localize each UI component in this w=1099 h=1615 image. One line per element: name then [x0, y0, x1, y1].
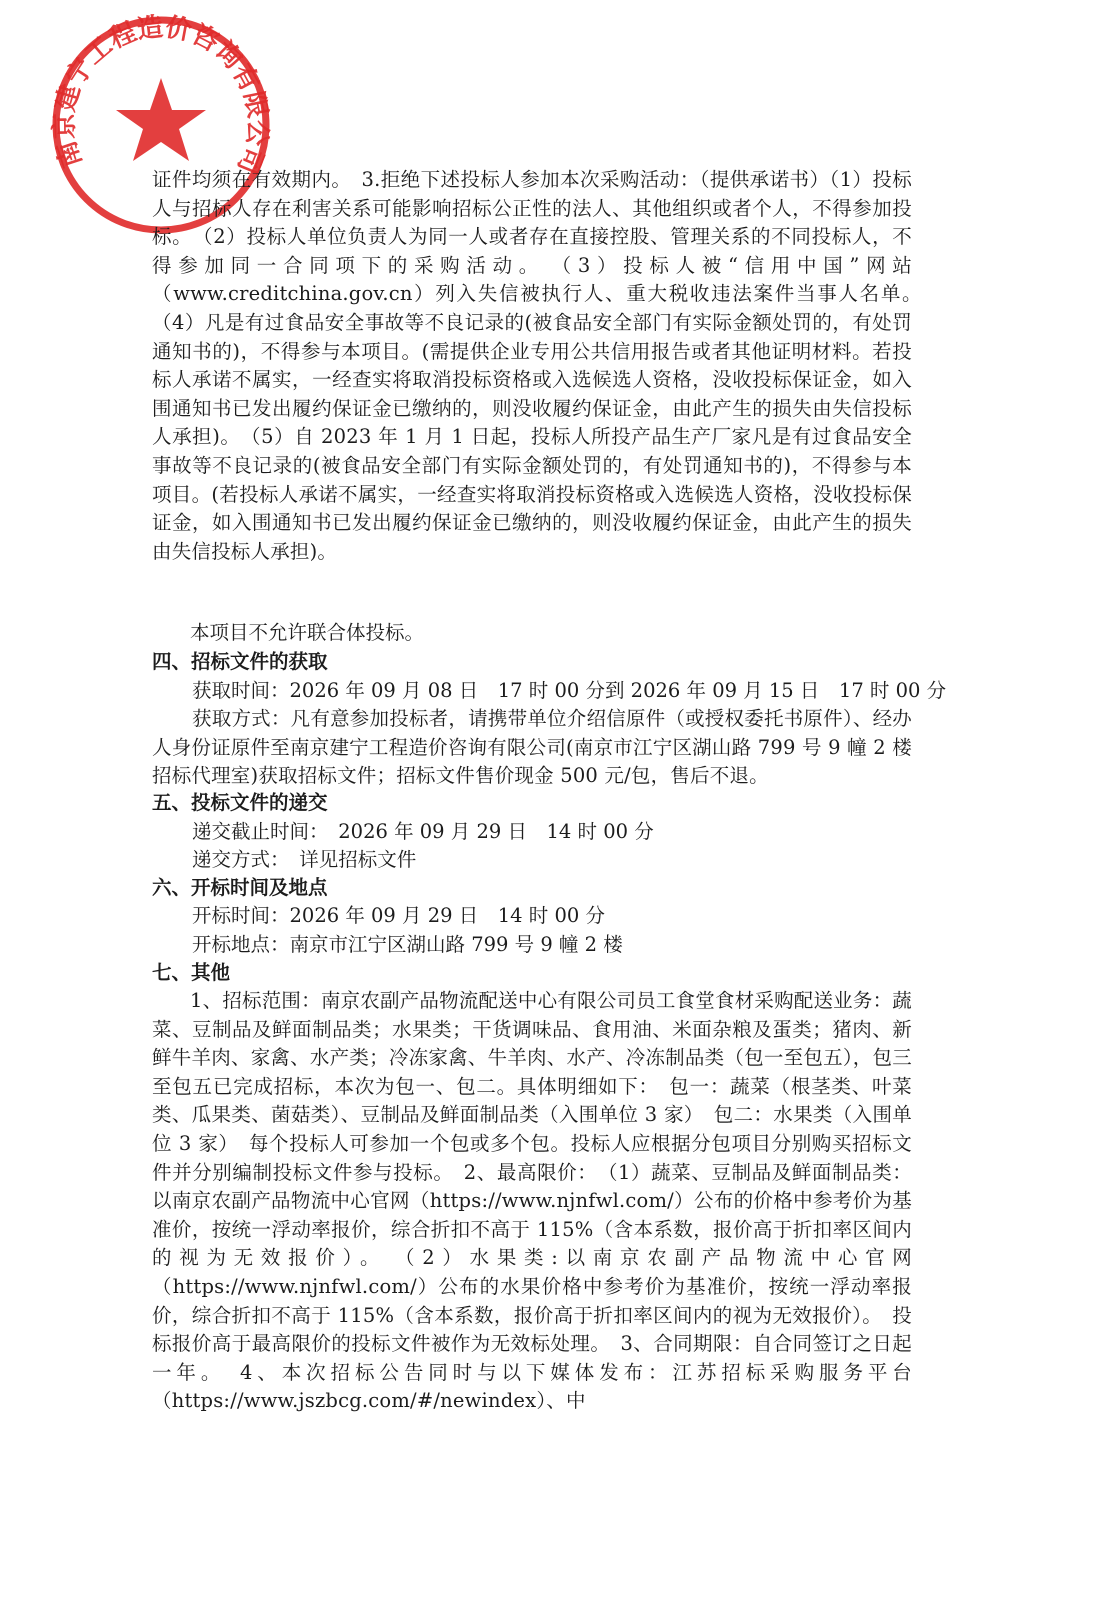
other-info-body: 1、招标范围：南京农副产品物流配送中心有限公司员工食堂食材采购配送业务：蔬菜、豆制品及鲜面制品类；水果类；干货调味品、食用油、米面杂粮及蛋类；猪肉、新鲜牛羊肉、家禽、水产类；冷冻家禽、牛羊肉、水产、冷冻制品类（包一至包五），包三至包五已完成招标，本次为包一、包二。具体明细如下： 包一：蔬菜（根茎类、叶菜类、瓜果类、菌菇类）、豆制品及鲜面制品类（入围单位 3 家） 包二：水果类（入围单位 3 家） 每个投标人可参加一个包或多个包。投标人应根据分包项目分别购买招标文件并分别编制投标文件参与投标。 2、最高限价： （1）蔬菜、豆制品及鲜面制品类：以南京农副产品物流中心官网（https://www.njnfwl.com/）公布的价格中参考价为基准价，按统一浮动率报价，综合折扣不高于 115%（含本系数，报价高于折扣率区间内的视为无效报价）。 （2）水果类:以南京农副产品物流中心官网（https://www.njnfwl.com/）公布的水果价格中参考价为基准价，按统一浮动率报价，综合折扣不高于 115%（含本系数，报价高于折扣率区间内的视为无效报价）。 投标报价高于最高限价的投标文件被作为无效标处理。 3、合同期限：自合同签订之日起一年。 4、本次招标公告同时与以下媒体发布：江苏招标采购服务平台（https://www.jszbcg.com/#/newindex）、中 [152, 989, 912, 1413]
opening-time: 开标时间：2026 年 09 月 29 日 14 时 00 分 [192, 904, 605, 927]
acquisition-time: 获取时间：2026 年 09 月 08 日 17 时 00 分到 2026 年 09 月 15 日 17 时 00 分 [192, 679, 947, 702]
eligibility-paragraph: 证件均须在有效期内。 3.拒绝下述投标人参加本次采购活动：（提供承诺书）（1）投标人与招标人存在利害关系可能影响招标公正性的法人、其他组织或者个人，不得参加投标。 （2）投标人单位负责人为同一人或者存在直接控股、管理关系的不同投标人，不得参加同一合同项下的采购活动。 （3）投标人被“信用中国”网站（www.creditchina.gov.cn）列入失信被执行人、重大税收违法案件当事人名单。 （4）凡是有过食品安全事故等不良记录的(被食品安全部门有实际金额处罚的，有处罚通知书的)，不得参与本项目。(需提供企业专用公共信用报告或者其他证明材料。若投标人承诺不属实，一经查实将取消投标资格或入选候选人资格，没收投标保证金，如入围通知书已发出履约保证金已缴纳的，则没收履约保证金，由此产生的损失由失信投标人承担)。 （5）自 2023 年 1 月 1 日起，投标人所投产品生产厂家凡是有过食品安全事故等不良记录的(被食品安全部门有实际金额处罚的，有处罚通知书的)，不得参与本项目。(若投标人承诺不属实，一经查实将取消投标资格或入选候选人资格，没收投标保证金，如入围通知书已发出履约保证金已缴纳的，则没收履约保证金，由此产生的损失由失信投标人承担)。 [152, 168, 932, 563]
submission-method: 递交方式： 详见招标文件 [192, 848, 417, 871]
acquisition-method: 获取方式：凡有意参加投标者，请携带单位介绍信原件（或授权委托书原件）、经办人身份证原件至南京建宁工程造价咨询有限公司(南京市江宁区湖山路 799 号 9 幢 2 楼招标代理室)获取招标文件；招标文件售价现金 500 元/包，售后不退。 [152, 707, 912, 788]
consortium-note: 本项目不允许联合体投标。 [190, 621, 425, 644]
section-6-heading: 六、开标时间及地点 [152, 876, 328, 899]
submission-deadline: 递交截止时间： 2026 年 09 月 29 日 14 时 00 分 [192, 820, 654, 843]
opening-place: 开标地点：南京市江宁区湖山路 799 号 9 幢 2 楼 [192, 933, 623, 956]
section-7-heading: 七、其他 [152, 961, 231, 984]
section-5-heading: 五、投标文件的递交 [152, 791, 328, 814]
section-4-heading: 四、招标文件的获取 [152, 650, 328, 673]
seal-star-icon [116, 78, 206, 161]
svg-text:南京建宁工程造价咨询有限公司: 南京建宁工程造价咨询有限公司 [49, 12, 273, 179]
